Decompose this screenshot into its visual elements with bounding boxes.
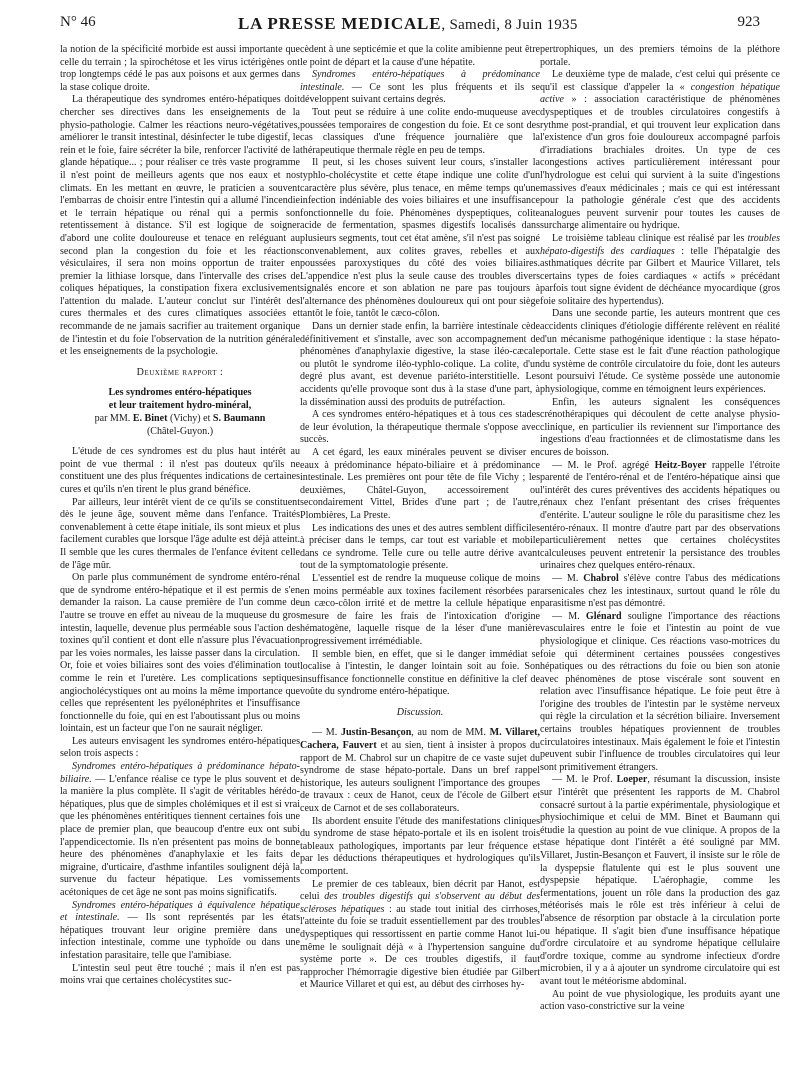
report-title-line2: et leur traitement hydro-minéral, — [108, 400, 252, 412]
paragraph: A ces syndromes entéro-hépatiques et à tous ces stades de leur évolution, la thérapeutique thermale s'oppose avec succès. — [300, 409, 540, 446]
journal-name: LA PRESSE MEDICALE — [238, 14, 442, 33]
column-2 — [300, 44, 540, 1074]
paragraph: Ils abordent ensuite l'étude des manifestations cliniques du syndrome de stase hépato-portale et ils en isolent trois tableaux pathologiques, importants par leur fréquence et par les déductions thérapeutiques et hydrologiques qu'ils comportent. — [300, 815, 540, 877]
paragraph: Dans un dernier stade enfin, la barrière intestinale cède définitivement et s'installe, avec son accompagnement de phénomènes d'anaphylaxie digestive, la stase iléo-cæcale ou plutôt le syndrome iléo-typhlo-colique. La colite, d'un degré plus avant, est devenue pariéto-interstitielle. Les accidents qu'elle provoque sont dus à la stase d'une part, à la dissémination aussi des produits de putréfaction. — [300, 321, 540, 408]
discussion-heading: Discussion. — [396, 706, 444, 718]
paragraph: — M. Justin-Besançon, au nom de MM. M. Villaret, Cachera, Fauvert et au sien, tient à insister à propos du rapport de M. Chabrol sur un chapitre de ce vaste sujet du syndrome de stase hépato-portale. Dans un bref rappel historique, les auteurs soulignent l'importance des groupes de travaux : ceux de Hanot, ceux de l'école de Gilbert et ceux de Carnot et de ses collaborateurs. — [300, 727, 540, 815]
report-authors: par MM. E. Binet (Vichy) et S. Baumann — [94, 413, 266, 425]
paragraph: Au point de vue physiologique, les produits ayant une action vaso-constrictive sur la veine — [540, 988, 780, 1013]
paragraph: cèdent à une septicémie et que la colite amibienne peut être le point de départ et la cause d'une hépatite. — [300, 44, 540, 68]
paragraph: L'intestin seul peut être touché ; mais il n'en est pas moins vrai que certaines cholécystites suc- — [60, 962, 300, 987]
paragraph: Le troisième tableau clinique est réalisé par les troubles hépato-digestifs des cardiaques : telle l'hépatalgie des asthmatiques décrite par Gilbert et Maurice Villaret, tels certains types de foies cardiaques « actifs » précédant parfois tout signe évident de déchéance myocardique (gros foie solitaire des hypertendus). — [540, 232, 780, 307]
paragraph: la notion de la spécificité morbide est aussi importante que celle du terrain ; la spirochétose et les virus ictérigènes ont trop longtemps cédé le pas aux poisons et aux germes dans la stase colique droite. — [60, 44, 300, 93]
paragraph: — M. Glénard souligne l'importance des réactions vasculaires entre le foie et l'intestin au point de vue physiologique et clinique. Ces réactions vaso-motrices du foie qui déterminent certaines poussées congestives hépatiques ou des rétractions du foie ou bien son atonie avec phénomènes de ptose viscérale sont souvent en relation avec l'insuffisance hépatique. Le foie peut être à l'origine des troubles de l'intestin par le système nerveux qui règle la circulation et la sécrétion biliaire. Inversement certains troubles hépatiques proviennent de troubles circulatoires intestinaux. Mais également le foie et l'intestin peuvent subir l'influence de troubles circulatoires qui leur sont primitivement étrangers. — [540, 610, 780, 773]
paragraph: L'étude de ces syndromes est du plus haut intérêt au point de vue thermal : il n'est pas douteux qu'ils ne constituent une des plus fréquentes indications de certaines cures et qu'ils n'en tirent le plus grand bénéfice. — [60, 446, 300, 495]
paragraph: Enfin, les auteurs signalent les conséquences crénothérapiques qui découlent de cette analyse physio-clinique, en particulier ils reviennent sur l'importance des ingestions d'eau fractionnées et de climostatisme dans les cures de boisson. — [540, 396, 780, 458]
paragraph: A cet égard, les eaux minérales peuvent se diviser en eaux à prédominance hépato-biliaire et à prédominance intestinale. Les premières ont pour tête de file Vichy ; les deuxièmes, Châtel-Guyon, accessoirement ou secondairement Vittel, Brides d'une part ; de l'autre, Plombières, La Preste. — [300, 447, 540, 521]
issue-date: , Samedi, 8 Juin 1935 — [441, 17, 578, 33]
paragraph: pertrophiques, un des premiers témoins de la pléthore portale. — [540, 44, 780, 68]
issue-number: N° 46 — [60, 14, 96, 30]
paragraph: Syndromes entéro-hépatiques à prédominance intestinale. — Ce sont les plus fréquents et ils se développent suivant certains degrés. — [300, 69, 540, 106]
paragraph: — M. Chabrol s'élève contre l'abus des médications arsenicales chez les intestinaux, surtout quand le rôle du parasitisme n'est pas démontré. — [540, 572, 780, 610]
column-1 — [60, 44, 300, 1074]
page-number: 923 — [737, 14, 760, 30]
paragraph: Le deuxième type de malade, c'est celui qui présente ce qu'il est classique d'appeler la « congestion hépatique active » : association caractéristique de phénomènes dyspeptiques et de troubles circulatoires congestifs à rythme post-prandial, et qui trouvent leur explication dans l'existence d'un gros foie douloureux accompagné parfois d'irradiations brachiales droites. Un type de ces congestions actives particulièrement intéressant pour l'hydrologue est celui qui survient à la suite d'ingestions massives d'eaux médicinales ; mais ce qui est intéressant pour la pathologie générale c'est que des accidents analogues peuvent survenir pour toutes les causes de surcharge alimentaire ou hydrique. — [540, 69, 780, 232]
paragraph: Par ailleurs, leur intérêt vient de ce qu'ils se constituent dès le jeune âge, souvent même dans l'enfance. Traités convenablement à cette étape initiale, ils sont mieux et plus facilement curables que lorsque l'âge adulte est déjà atteint. Il semble que les cures thermales de l'enfance évitent celle de l'âge mûr. — [60, 496, 300, 571]
paragraph: L'essentiel est de rendre la muqueuse colique de moins en moins perméable aux toxines facilement résorbées par un cæco-côlon irrité et de mettre la cellule hépatique en mesure de faire les frais de l'intoxication d'origine hématogène, laquelle risque de la léser d'une manière progressivement irrémédiable. — [300, 572, 540, 647]
paragraph: — M. le Prof. Loeper, résumant la discussion, insiste sur l'intérêt que présentent les rapports de M. Chabrol consacré surtout à la partie expérimentale, physiologique et physiochimique et celui de MM. Binet et Baumann qui étudie la question au point de vue clinique. A propos de la stase hépatique dont l'intérêt a été souligné par MM. Villaret, Justin-Besançon et Fauvert, il insiste sur le rôle de la dyspepsie flatulente qui est le plus souvent une dyspepsie hépatique. L'aérophagie, comme les fermentations, jouent un rôle dans la production des gaz météorisés mais le rôle est très inférieur à celui de l'absence de résorption par obstacle à la circulation porte ou hépatique. Il s'agit bien d'une insuffisance hépatique d'ordre circulatoire et au syndrome hépatique cellulaire d'ordre toxique, comme au syndrome infectieux d'ordre microbien, il y a à ajouter un syndrome circulatoire qui est avant tout le météorisme abdominal. — [540, 774, 780, 987]
journal-title — [238, 14, 578, 34]
report-title-line1: Les syndromes entéro-hépatiques — [108, 387, 252, 399]
paragraph: Tout peut se réduire à une colite endo-muqueuse avec poussées temporaires de congestion du foie. Et ce sont des cas classiques d'une fréquence journalière que la thérapeutique thermale règle en peu de temps. — [300, 106, 540, 156]
report-authors-place: (Châtel-Guyon.) — [146, 425, 214, 437]
paragraph: La thérapeutique des syndromes entéro-hépatiques doit chercher ses directives dans les enseignements de la physio-pathologie. Calmer les réactions neuro-végétatives, améliorer le transit intestinal, désinfecter le tube digestif, le rein et le foie, faire sécréter la bile, renforcer l'activité de la glande hépatique... ; pour réaliser ce très vaste programme il n'est point de meilleurs agents que nos eaux et nos climats. En les mettant en œuvre, le praticien a souvent l'embarras de choisir entre l'intestin qui a allumé l'incendie et le terrain hépatique ou rénal qui a permis son retentissement à distance. S'il est logique de soigner d'abord une colite douloureuse et tenace en reléguant au second plan la congestion du foie et les réactions vésiculaires, il sera non moins opportun de traiter en premier la lithiase lorsque, dans l'intervalle des crises de coliques hépatiques, la constipation fixera exclusivement l'attention du malade. L'auteur conclut sur l'intérêt des cures thermales et des cures climatiques associées et recommande de ne jamais sacrifier au traitement organique de l'intestin et du foie l'observation de la nutrition générale et les enseignements de la psychologie. — [60, 94, 300, 358]
paragraph: Dans une seconde partie, les auteurs montrent que ces accidents cliniques d'étiologie différente relèvent en réalité d'un mécanisme pathogénique identique : la stase hépato-portale. Cette stase est le fait d'une réaction pathologique du système de contrôle circulatoire du foie, dont les auteurs ont poursuivi l'étude. Ce système possède une autonomie physiologique, comme en témoignent leurs expériences. — [540, 308, 780, 396]
paragraph: Les auteurs envisagent les syndromes entéro-hépatiques selon trois aspects : — [60, 735, 300, 760]
paragraph: Syndromes entéro-hépatiques à équivalence hépatique et intestinale. — Ils sont représentés par les états hépatiques trouvant leur origine première dans une infection intestinale, comme une typhoïde ou dans une infestation parasitaire, telle que l'amibiase. — [60, 899, 300, 961]
column-3 — [540, 44, 780, 1074]
report-label: Deuxième rapport : — [136, 366, 224, 378]
paragraph: Les indications des unes et des autres semblent difficiles à préciser dans le temps, car tout est variable et mobile dans ce syndrome. Telle cure ou telle autre dérive avant tout de la symptomatologie présente. — [300, 522, 540, 572]
paragraph: Syndromes entéro-hépatiques à prédominance hépato-biliaire. — L'enfance réalise ce type le plus souvent et de la manière la plus complète. Il s'agit de véritables hérédo-hépatiques, plus que de simples cholémiques et il est si vrai que les phénomènes entéritiques tiennent certaines fois une place de premier plan, que beaucoup d'entre eux ont subi l'appendicectomie. Ils n'en présentent pas moins de bonne heure des phénomènes d'anaphylaxie et les faits de migraine, d'urticaire, d'asthme infantiles soulignent déjà la survenue du facteur hépatique. Les vomissements acétoniques de cet âge ne sont pas moins significatifs. — [60, 761, 300, 898]
paragraph: Il peut, si les choses suivent leur cours, s'installer la typhlo-cholécystite et cette étape indique une colite d'un caractère plus sévère, plus tenace, en même temps qu'une infection indéniable des voies biliaires et une insuffisance fonctionnelle du foie. Phénomènes dyspeptiques, colite acide de fermentation, spasmes digestifs localisés dans plusieurs segments, tout cet état amène, s'il n'est pas soigné convenablement, aux colites graves, rebelles et aux poussées paroxystiques du côté des voies biliaires. L'appendice n'est plus la seule cause des troubles divers signalés encore et son ablation ne pare pas toujours à l'alternance des phénomènes douloureux qui ont pour siège tantôt le foie, tantôt le cæco-côlon. — [300, 157, 540, 320]
paragraph: Le premier de ces tableaux, bien décrit par Hanot, est celui des troubles digestifs qui s'observent au début des scléroses hépatiques : au stade tout initial des cirrhoses, l'atteinte du foie se traduit essentiellement par des troubles dyspeptiques qui ressortissent en partie comme Hanot lui-même le soulignait déjà « à l'hypertension sanguine du système porte ». De ces troubles digestifs, il faut rapprocher l'hémorragie digestive bien étudiée par Gilbert et Maurice Villaret et qui est, au début des cirrhoses hy- — [300, 878, 540, 991]
paragraph: — M. le Prof. agrégé Heitz-Boyer rappelle l'étroite parenté de l'entéro-rénal et de l'entéro-hépatique ainsi que l'intérêt des cures préventives des accidents hépatiques ou rénaux chez l'enfant présentant des crises fréquentes d'entérite. L'auteur souligne le rôle du parasitisme chez les entéro-rénaux. Il montre d'autre part par des observations particulièrement nettes que certaines cholécystites calculeuses peuvent entretenir la persistance des troubles urinaires chez quelques entéro-rénaux. — [540, 459, 780, 572]
paragraph: On parle plus communément de syndrome entéro-rénal que de syndrome entéro-hépatique et il est permis de s'en demander la raison. La cause première de l'un comme de l'autre se trouve en effet au niveau de la muqueuse du gros intestin, laquelle, devenue plus perméable sous l'action des toxines qu'il contient et dont elle n'assure plus l'évacuation par les voies normales, les laisse passer dans la circulation. Or, foie et voies biliaires sont des voies d'élimination tout comme le rein et l'uretère. Les complications septiques angiocholécystiques ont au moins la même importance que celles que représentent les pyélonéphrites et l'insuffisance fonctionnelle du foie, qui en est l'aboutissant plus ou moins lointain, est un facteur que l'on ne saurait négliger. — [60, 572, 300, 735]
page-header — [60, 14, 760, 36]
paragraph: Il semble bien, en effet, que si le danger immédiat se localise à l'intestin, le danger lointain soit au foie. Son insuffisance fonctionnelle constitue en définitive la clef de voûte du syndrome entéro-hépatique. — [300, 648, 540, 698]
